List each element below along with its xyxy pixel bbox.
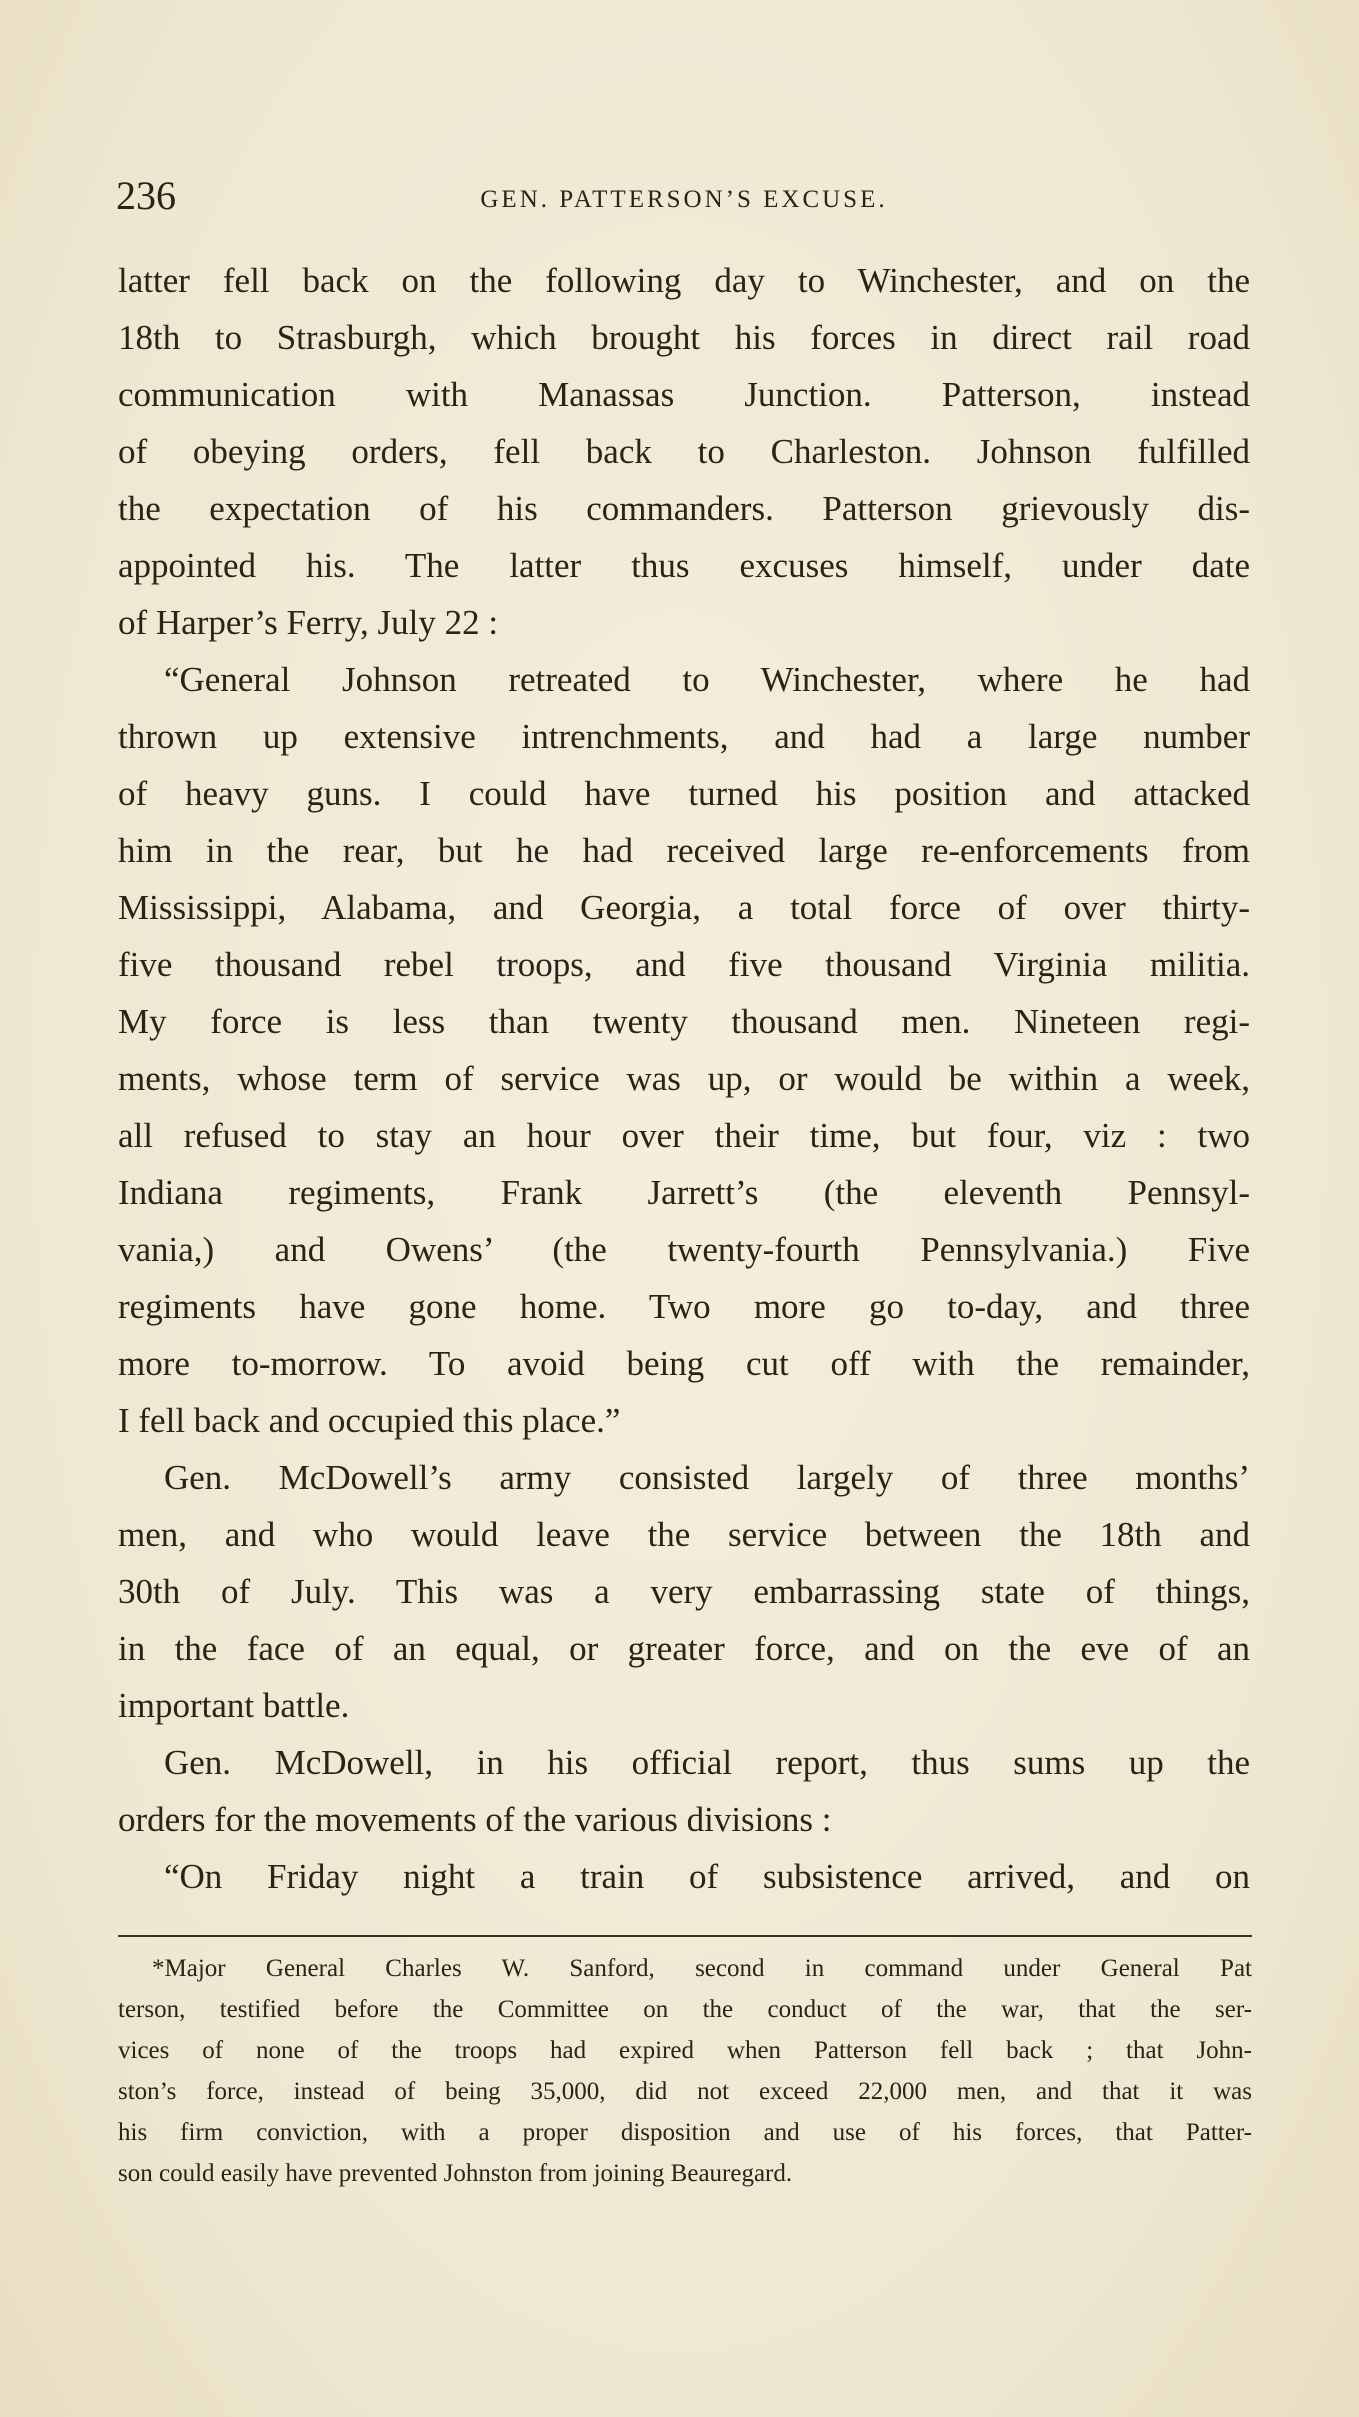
footnote-line: vices of none of the troops had expired when Patterson fell back ; that John- bbox=[118, 2037, 1252, 2064]
footnote-divider bbox=[118, 1935, 1252, 1937]
body-line: communication with Manassas Junction. Patterson, instead bbox=[118, 375, 1250, 414]
footnote-line: son could easily have prevented Johnston from joining Beauregard. bbox=[118, 2160, 793, 2187]
body-line: him in the rear, but he had received large re-enforcements from bbox=[118, 831, 1250, 870]
footnote-line: *Major General Charles W. Sanford, second in command under General Pat bbox=[152, 1955, 1252, 1982]
page-header bbox=[116, 168, 1252, 228]
body-line: five thousand rebel troops, and five thousand Virginia militia. bbox=[118, 945, 1250, 984]
running-head: GEN. PATTERSON’S EXCUSE. bbox=[480, 186, 888, 213]
body-line: all refused to stay an hour over their time, but four, viz : two bbox=[118, 1116, 1250, 1155]
body-line: thrown up extensive intrenchments, and had a large number bbox=[118, 717, 1250, 756]
body-line: latter fell back on the following day to Winchester, and on the bbox=[118, 261, 1250, 300]
body-line: “On Friday night a train of subsistence arrived, and on bbox=[164, 1857, 1250, 1896]
body-line: vania,) and Owens’ (the twenty-fourth Pennsylvania.) Five bbox=[118, 1230, 1250, 1269]
body-line: more to-morrow. To avoid being cut off with the remainder, bbox=[118, 1344, 1250, 1383]
body-line: Gen. McDowell’s army consisted largely of three months’ bbox=[164, 1458, 1250, 1497]
body-line: 18th to Strasburgh, which brought his forces in direct rail road bbox=[118, 318, 1250, 357]
body-line: orders for the movements of the various divisions : bbox=[118, 1800, 832, 1839]
body-line: “General Johnson retreated to Winchester, where he had bbox=[164, 660, 1250, 699]
page-number: 236 bbox=[116, 173, 176, 218]
body-line: I fell back and occupied this place.” bbox=[118, 1401, 621, 1440]
body-line: ments, whose term of service was up, or would be within a week, bbox=[118, 1059, 1250, 1098]
body-line: of obeying orders, fell back to Charleston. Johnson fulfilled bbox=[118, 432, 1250, 471]
footnote-line: ston’s force, instead of being 35,000, did not exceed 22,000 men, and that it was bbox=[118, 2078, 1252, 2105]
body-line: of Harper’s Ferry, July 22 : bbox=[118, 603, 499, 642]
footnote bbox=[118, 1948, 1252, 2194]
body-line: Mississippi, Alabama, and Georgia, a total force of over thirty- bbox=[118, 888, 1250, 927]
body-line: My force is less than twenty thousand men. Nineteen regi- bbox=[118, 1002, 1250, 1041]
body-text bbox=[118, 252, 1250, 1905]
body-line: men, and who would leave the service between the 18th and bbox=[118, 1515, 1250, 1554]
body-line: Gen. McDowell, in his official report, thus sums up the bbox=[164, 1743, 1250, 1782]
body-line: the expectation of his commanders. Patterson grievously dis- bbox=[118, 489, 1250, 528]
footnote-line: his firm conviction, with a proper disposition and use of his forces, that Patter- bbox=[118, 2119, 1252, 2146]
footnote-line: terson, testified before the Committee on the conduct of the war, that the ser- bbox=[118, 1996, 1252, 2023]
body-line: 30th of July. This was a very embarrassing state of things, bbox=[118, 1572, 1250, 1611]
body-line: Indiana regiments, Frank Jarrett’s (the eleventh Pennsyl- bbox=[118, 1173, 1250, 1212]
body-line: regiments have gone home. Two more go to-day, and three bbox=[118, 1287, 1250, 1326]
body-line: in the face of an equal, or greater force, and on the eve of an bbox=[118, 1629, 1250, 1668]
body-line: appointed his. The latter thus excuses himself, under date bbox=[118, 546, 1250, 585]
body-line: of heavy guns. I could have turned his position and attacked bbox=[118, 774, 1250, 813]
body-line: important battle. bbox=[118, 1686, 350, 1725]
